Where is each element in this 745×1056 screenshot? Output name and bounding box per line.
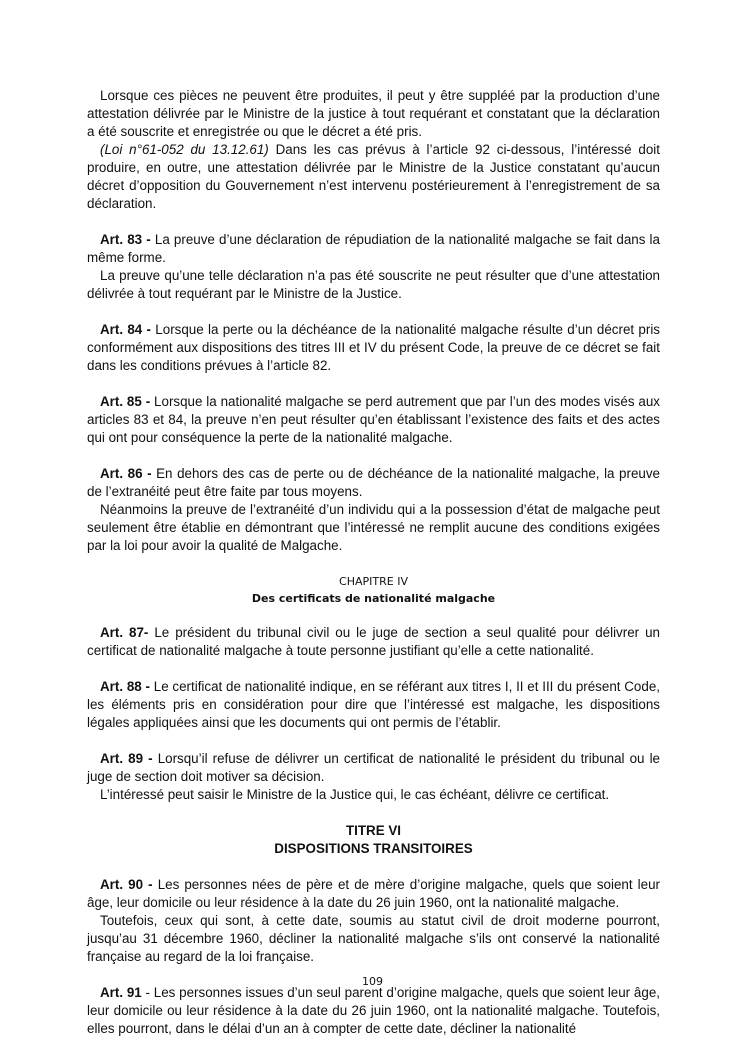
article-text: Lorsqu’il refuse de délivrer un certificat de nationalité le président du tribunal ou le juge de section doit motiver sa décision. <box>87 751 660 784</box>
intro-paragraph: Lorsque ces pièces ne peuvent être produites, il peut y être suppléé par la production d’une attestation délivrée par le Ministre de la justice à tout requérant et constatant que la déclaration a été souscrite et enregistrée ou que le décret a été pris. <box>87 88 660 139</box>
article-heading: Art. 90 - <box>100 877 153 892</box>
article-text: Lorsque la perte ou la déchéance de la nationalité malgache résulte d’un décret pris conformément aux dispositions des titres III et IV du présent Code, la preuve de ce décret se fait dans les conditions prévues à l’article 82. <box>87 322 660 373</box>
article-heading: Art. 85 - <box>100 394 151 409</box>
title-heading <box>87 822 660 858</box>
article <box>87 678 660 732</box>
article-text: La preuve qu’une telle déclaration n’a pas été souscrite ne peut résulter que d’une attestation délivrée à tout requérant par le Ministre de la Justice. <box>87 268 660 301</box>
article <box>87 393 660 447</box>
article-heading: Art. 83 - <box>100 232 151 247</box>
titre-title: DISPOSITIONS TRANSITOIRES <box>274 841 473 856</box>
intro-paragraph-2: (Loi n°61-052 du 13.12.61) Dans les cas prévus à l’article 92 ci-dessous, l’intéressé doit produire, en outre, une attestation délivrée par le Ministre de la Justice constatant qu’aucun décret d’opposition du Gouvernement n’est intervenu postérieurement à l’enregistrement de sa déclaration. <box>87 142 660 211</box>
article <box>87 231 660 303</box>
article-heading: Art. 88 - <box>100 679 150 694</box>
article-text: Lorsque la nationalité malgache se perd autrement que par l’un des modes visés aux articles 83 et 84, la preuve n’en peut résulter qu’en établissant l’existence des faits et des actes qui ont pour conséquence la perte de la nationalité malgache. <box>87 394 660 445</box>
article-paragraph <box>87 750 660 786</box>
article-paragraph <box>87 465 660 501</box>
article <box>87 984 660 1038</box>
article-paragraph <box>87 321 660 375</box>
articles-group-a <box>87 231 660 555</box>
article-paragraph <box>87 984 660 1038</box>
law-reference: (Loi n°61-052 du 13.12.61) <box>100 142 269 157</box>
article-heading: Art. 89 - <box>100 751 153 766</box>
article-heading: Art. 87- <box>100 625 149 640</box>
articles-group-b <box>87 624 660 804</box>
article-text: En dehors des cas de perte ou de déchéance de la nationalité malgache, la preuve de l’extranéité peut être faite par tous moyens. <box>87 466 660 499</box>
article-text: La preuve d’une déclaration de répudiation de la nationalité malgache se fait dans la même forme. <box>87 232 660 265</box>
chapter-title: Des certificats de nationalité malgache <box>251 592 496 605</box>
document-page <box>87 87 660 1056</box>
chapter-heading <box>87 573 660 607</box>
article-text: Toutefois, ceux qui sont, à cette date, soumis au statut civil de droit moderne pourront, jusqu’au 31 décembre 1960, décliner la nationalité malgache s’ils ont conservé la nationalité française au regard de la loi française. <box>87 913 660 964</box>
article-paragraph <box>87 267 660 303</box>
article-text: Les personnes nées de père et de mère d’origine malgache, quels que soient leur âge, leur domicile ou leur résidence à la date du 26 juin 1960, ont la nationalité malgache. <box>87 877 661 910</box>
article-paragraph <box>87 624 660 660</box>
article-paragraph <box>87 912 660 966</box>
article-heading: Art. 91 <box>100 985 142 1000</box>
article-text: Le président du tribunal civil ou le juge de section a seul qualité pour délivrer un certificat de nationalité malgache à toute personne justifiant qu’elle a cette nationalité. <box>87 625 660 658</box>
article-paragraph <box>87 786 660 804</box>
article-paragraph <box>87 876 660 912</box>
article <box>87 465 660 555</box>
chapter-label: CHAPITRE IV <box>339 575 408 588</box>
article-text: - Les personnes issues d’un seul parent d’origine malgache, quels que soient leur âge, leur domicile ou leur résidence à la date du 26 juin 1960, ont la nationalité malgache. Toutefois, elles pourront, dans le délai d’un an à compter de cette date, décliner la nationalité <box>87 985 660 1036</box>
article-heading: Art. 86 - <box>100 466 152 481</box>
article-heading: Art. 84 - <box>100 322 151 337</box>
intro-block <box>87 87 660 213</box>
article-paragraph <box>87 393 660 447</box>
titre-label: TITRE VI <box>345 823 402 838</box>
article <box>87 624 660 660</box>
article-paragraph <box>87 231 660 267</box>
article <box>87 750 660 804</box>
article-paragraph <box>87 678 660 732</box>
article-text: Néanmoins la preuve de l’extranéité d’un individu qui a la possession d’état de malgache peut seulement être établie en démontrant que l’intéressé ne remplit aucune des conditions exigées par la loi pour avoir la qualité de Malgache. <box>87 502 660 553</box>
article-text: Le certificat de nationalité indique, en se référant aux titres I, II et III du présent Code, les éléments pris en considération pour dire que l’intéressé est malgache, les dispositions légales appliquées ainsi que les documents qui ont permis de l’établir. <box>87 679 660 730</box>
article-paragraph <box>87 501 660 555</box>
article-text: L’intéressé peut saisir le Ministre de la Justice qui, le cas échéant, délivre ce certificat. <box>100 787 610 802</box>
article <box>87 321 660 375</box>
articles-group-c <box>87 876 660 1038</box>
page-number: 109 <box>362 975 383 988</box>
article <box>87 876 660 966</box>
